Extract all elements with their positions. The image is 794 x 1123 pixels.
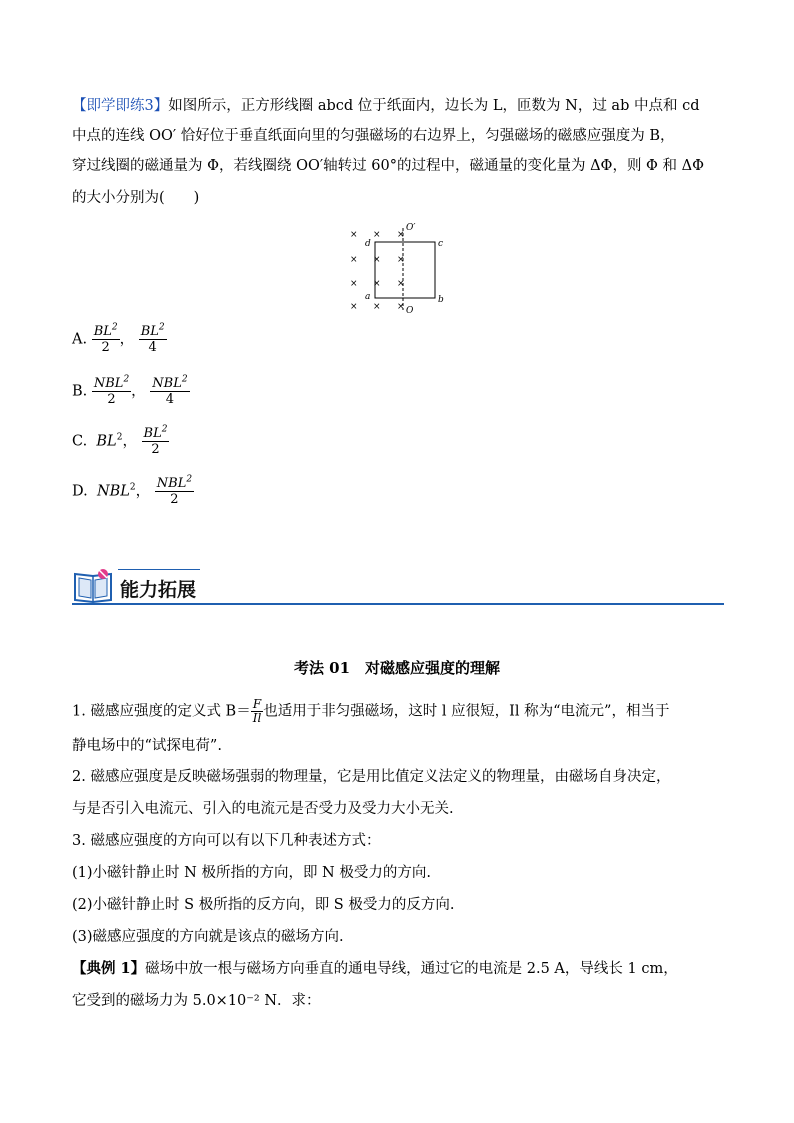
svg-text:×: × — [350, 230, 358, 240]
section-title: 能力拓展 — [120, 579, 197, 601]
section-divider — [72, 603, 724, 605]
book-icon — [72, 566, 114, 604]
label-o-bottom: O — [406, 306, 414, 316]
coil-figure — [340, 218, 460, 318]
svg-text:×: × — [350, 255, 358, 265]
method-p3-item3: (3)磁感应强度的方向就是该点的磁场方向. — [72, 929, 344, 945]
label-c: c — [438, 239, 444, 249]
definition-fraction: $\frac{F}{Il}$ — [252, 697, 262, 725]
method-p3-item2: (2)小磁针静止时 S 极所指的反方向，即 S 极受力的反方向. — [72, 897, 455, 913]
label-o-top: O′ — [406, 223, 416, 233]
option-d-letter: D. — [72, 483, 88, 500]
label-a: a — [365, 292, 371, 302]
svg-text:×: × — [373, 255, 381, 265]
option-d-frac: $\frac{NBL^2}{2}$ — [156, 474, 193, 507]
svg-text:×: × — [373, 279, 381, 289]
option-c: C. $BL^2$， $\frac{BL^2}{2}$ — [72, 424, 168, 457]
method-p2-line1: 2. 磁感应强度是反映磁场强弱的物理量，它是用比值定义法定义的物理量，由磁场自身决定， — [72, 769, 671, 785]
option-c-frac: $\frac{BL^2}{2}$ — [143, 424, 168, 457]
method-p2-line2: 与是否引入电流元、引入的电流元是否受力及受力大小无关. — [72, 801, 454, 817]
option-d: D. NBL$^2$， $\frac{NBL^2}{2}$ — [72, 474, 193, 507]
svg-text:×: × — [373, 230, 381, 240]
example-line2: 它受到的磁场力为 5.0×10⁻² N．求： — [72, 993, 321, 1009]
svg-text:×: × — [350, 279, 358, 289]
svg-text:×: × — [373, 302, 381, 312]
label-b: b — [438, 295, 444, 305]
svg-text:×: × — [397, 255, 405, 265]
option-a-frac-1: $\frac{BL^2}{2}$ — [93, 322, 118, 355]
option-b: B. $\frac{NBL^2}{2}$ ， $\frac{NBL^2}{4}$ — [72, 374, 188, 407]
method-p1-line2: 静电场中的“试探电荷”. — [72, 738, 222, 754]
exercise-line-4: 的大小分别为( ) — [72, 190, 200, 206]
option-b-frac-2: $\frac{NBL^2}{4}$ — [152, 374, 188, 407]
option-a: A. $\frac{BL^2}{2}$ ， $\frac{BL^2}{4}$ — [72, 322, 165, 355]
method-title: 考法 01 对磁感应强度的理解 — [293, 659, 501, 677]
option-c-letter: C. — [72, 433, 88, 450]
coil-square — [375, 242, 435, 298]
section-overline — [118, 569, 200, 570]
exercise-text-1: 如图所示，正方形线圈 abcd 位于纸面内，边长为 L，匝数为 N，过 ab 中点和 cd — [168, 98, 700, 114]
exercise-line-1 — [72, 96, 699, 116]
label-d: d — [365, 239, 371, 249]
method-p1-line1: 1. 磁感应强度的定义式 B＝ $\frac{F}{Il}$ 也适用于非匀强磁场，这时 l 应很短，Il 称为“电流元”，相当于 — [72, 697, 670, 725]
svg-text:×: × — [397, 230, 405, 240]
example-line1: 【典例 1】磁场中放一根与磁场方向垂直的通电导线，通过它的电流是 2.5 A，导线长 1 cm， — [72, 960, 678, 977]
option-a-frac-2: $\frac{BL^2}{4}$ — [140, 322, 165, 355]
svg-text:×: × — [350, 302, 358, 312]
svg-text:×: × — [397, 279, 405, 289]
method-p3-item1: (1)小磁针静止时 N 极所指的方向，即 N 极受力的方向. — [72, 865, 431, 881]
exercise-line-3: 穿过线圈的磁通量为 Φ，若线圈绕 OO′轴转过 60°的过程中，磁通量的变化量为 ΔΦ，则 Φ 和 ΔΦ — [72, 158, 705, 174]
method-p3: 3. 磁感应强度的方向可以有以下几种表述方式： — [72, 833, 381, 849]
svg-text:×: × — [397, 302, 405, 312]
exercise-tag: 【即学即练3】 — [72, 98, 169, 114]
option-b-letter: B. — [72, 383, 88, 400]
option-b-frac-1: $\frac{NBL^2}{2}$ — [93, 374, 130, 407]
example-tag: 【典例 1】 — [72, 960, 146, 977]
option-a-letter: A. — [72, 331, 88, 348]
exercise-line-2: 中点的连线 OO′ 恰好位于垂直纸面向里的匀强磁场的右边界上，匀强磁场的磁感应强度为 B， — [72, 128, 675, 144]
